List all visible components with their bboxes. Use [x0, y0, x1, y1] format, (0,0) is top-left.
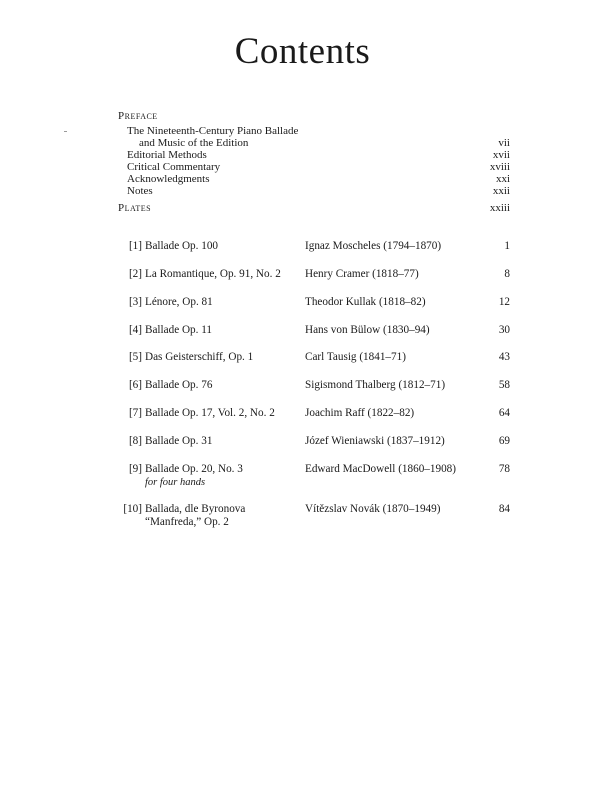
plate-composer: Hans von Bülow (1830–94) — [305, 324, 430, 336]
plate-work: Ballade Op. 31 — [145, 435, 213, 447]
entry-label: Editorial Methods — [127, 149, 207, 161]
plate-work: Ballade Op. 76 — [145, 379, 213, 391]
plates-heading-row — [118, 202, 510, 214]
plate-number: [8] — [128, 435, 142, 447]
plate-number: [3] — [128, 296, 142, 308]
entry-page: vii — [498, 137, 510, 149]
entry-label: and Music of the Edition — [139, 137, 249, 149]
plate-work: Ballade Op. 11 — [145, 324, 213, 336]
plate-number: [4] — [128, 324, 142, 336]
plate-composer: Henry Cramer (1818–77) — [305, 268, 419, 280]
scan-speck — [64, 131, 67, 132]
plate-page: 64 — [498, 407, 510, 419]
plate-page: 69 — [498, 435, 510, 447]
plate-page: 30 — [498, 324, 510, 336]
entry-label: Acknowledgments — [127, 173, 210, 185]
plate-work: Das Geisterschiff, Op. 1 — [145, 351, 254, 363]
entry-label: Critical Commentary — [127, 161, 221, 173]
plate-composer: Sigismond Thalberg (1812–71) — [305, 379, 446, 391]
plate-page: 78 — [498, 463, 510, 475]
plate-number: [5] — [128, 351, 142, 363]
plate-number: [10] — [123, 503, 142, 515]
plate-work: Ballada, dle Byronova — [145, 503, 246, 515]
plate-number: [7] — [128, 407, 142, 419]
plate-number: [9] — [128, 463, 142, 475]
plate-page: 8 — [504, 268, 510, 280]
entry-page: xviii — [489, 161, 510, 173]
plate-number: [2] — [128, 268, 142, 280]
plate-composer: Theodor Kullak (1818–82) — [305, 296, 426, 308]
plate-note: for four hands — [145, 477, 206, 488]
plate-number: [1] — [128, 240, 142, 252]
plate-number: [6] — [128, 379, 142, 391]
entry-label: The Nineteenth-Century Piano Ballade — [127, 125, 299, 137]
plate-page: 1 — [504, 240, 510, 252]
plate-work: Ballade Op. 100 — [145, 240, 219, 252]
plate-work: Ballade Op. 20, No. 3 — [145, 463, 243, 475]
preface-heading-row — [118, 110, 510, 122]
front-matter-entry — [118, 137, 510, 149]
preface-heading: Preface — [118, 110, 158, 122]
plate-page: 58 — [498, 379, 510, 391]
plate-composer: Carl Tausig (1841–71) — [305, 351, 406, 363]
entry-page: xvii — [492, 149, 510, 161]
plate-work: Lénore, Op. 81 — [145, 296, 213, 308]
front-matter-entry — [118, 173, 510, 185]
plate-page: 84 — [498, 503, 510, 515]
plates-page: xxiii — [489, 202, 510, 214]
entry-page: xxii — [492, 185, 510, 197]
page-title: Contents — [234, 31, 371, 72]
plate-page: 43 — [498, 351, 510, 363]
front-matter-entry — [118, 185, 510, 197]
plate-page: 12 — [498, 296, 510, 308]
front-matter-entry — [118, 125, 510, 137]
plate-work: Ballade Op. 17, Vol. 2, No. 2 — [145, 407, 275, 419]
plate-composer: Joachim Raff (1822–82) — [305, 407, 415, 419]
plate-composer: Edward MacDowell (1860–1908) — [305, 463, 456, 475]
plate-work: La Romantique, Op. 91, No. 2 — [145, 268, 281, 280]
plate-work-line2: “Manfreda,” Op. 2 — [145, 516, 229, 528]
front-matter-entry — [118, 161, 510, 173]
plate-composer: Ignaz Moscheles (1794–1870) — [305, 240, 442, 252]
front-matter-entry — [118, 149, 510, 161]
plate-composer: Józef Wieniawski (1837–1912) — [305, 435, 445, 447]
entry-page: xxi — [495, 173, 510, 185]
plates-heading: Plates — [118, 202, 152, 214]
plate-composer: Vítězslav Novák (1870–1949) — [305, 503, 441, 515]
entry-label: Notes — [127, 185, 153, 197]
